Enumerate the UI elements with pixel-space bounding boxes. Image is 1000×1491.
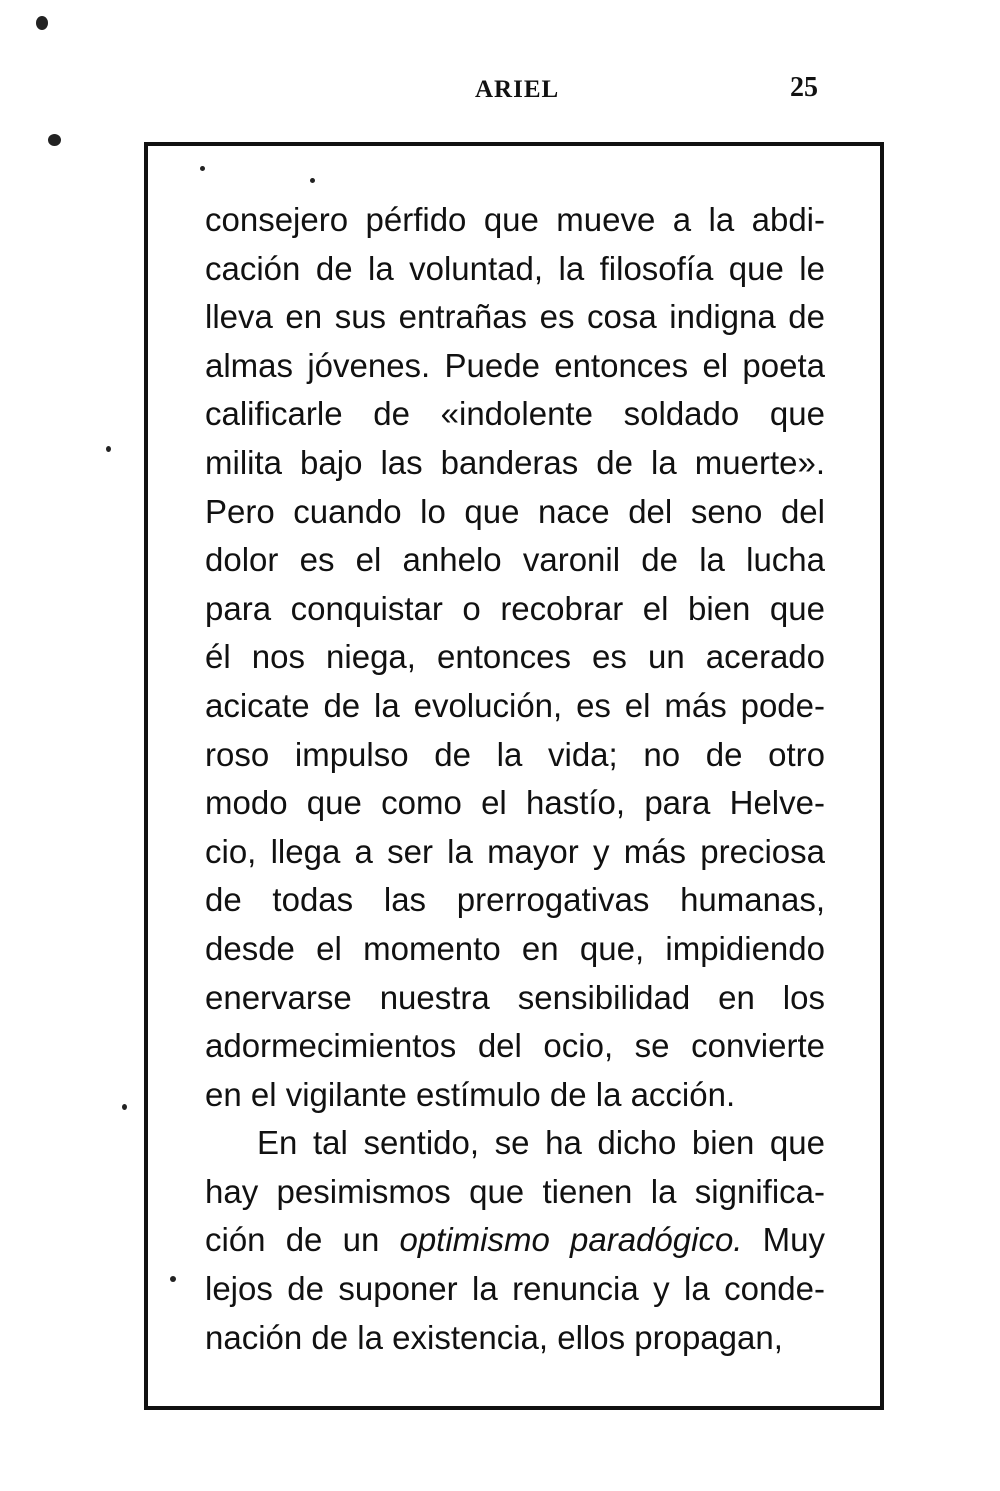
text-line: consejero pérfido que mueve a la abdi-	[205, 201, 825, 238]
print-speck	[122, 1104, 127, 1110]
page-number: 25	[790, 72, 818, 103]
print-speck	[200, 166, 205, 171]
text-line: enervarse nuestra sensibilidad en los	[205, 978, 825, 1016]
text-line: lejos de suponer la renuncia y la conde-	[205, 1270, 825, 1308]
text-line: cación de la voluntad, la filosofía que le	[205, 249, 825, 287]
text-segment: Muy	[742, 1221, 825, 1259]
print-speck	[36, 16, 48, 30]
text-line: cio, llega a ser la mayor y más preciosa	[205, 832, 825, 870]
text-line: modo que como el hastío, para Helve-	[205, 784, 825, 822]
text-line: calificarle de «indolente soldado que	[205, 395, 825, 433]
text-line: dolor es el anhelo varonil de la lucha	[205, 541, 825, 579]
text-line: para conquistar o recobrar el bien que	[205, 589, 825, 627]
text-line: acicate de la evolución, es el más pode-	[205, 686, 825, 724]
text-line: lleva en sus entrañas es cosa indigna de	[205, 298, 825, 336]
text-line: adormecimientos del ocio, se convierte	[205, 1027, 825, 1065]
print-speck	[106, 446, 111, 452]
text-line: roso impulso de la vida; no de otro	[205, 735, 825, 773]
print-speck	[170, 1276, 176, 1282]
text-line: desde el momento en que, impidiendo	[205, 929, 825, 967]
text-line: nación de la existencia, ellos propagan,	[205, 1318, 783, 1356]
text-line: en el vigilante estímulo de la acción.	[205, 1075, 736, 1113]
print-speck	[310, 178, 315, 183]
text-line: almas jóvenes. Puede entonces el poeta	[205, 346, 825, 384]
italic-phrase: optimismo paradógico.	[399, 1221, 743, 1259]
text-line: de todas las prerrogativas humanas,	[205, 881, 825, 919]
text-segment: ción de un	[205, 1221, 400, 1259]
text-line-paragraph-start: En tal sentido, se ha dicho bien que	[257, 1124, 825, 1162]
text-block	[205, 196, 825, 1362]
text-line: hay pesimismos que tienen la significa-	[205, 1172, 825, 1210]
print-speck	[48, 134, 61, 146]
text-line-with-italic	[205, 1216, 825, 1265]
text-line: milita bajo las banderas de la muerte».	[205, 443, 825, 481]
text-line: Pero cuando lo que nace del seno del	[205, 492, 825, 530]
text-line: él nos niega, entonces es un acerado	[205, 638, 825, 676]
running-header-title: ARIEL	[475, 76, 560, 103]
